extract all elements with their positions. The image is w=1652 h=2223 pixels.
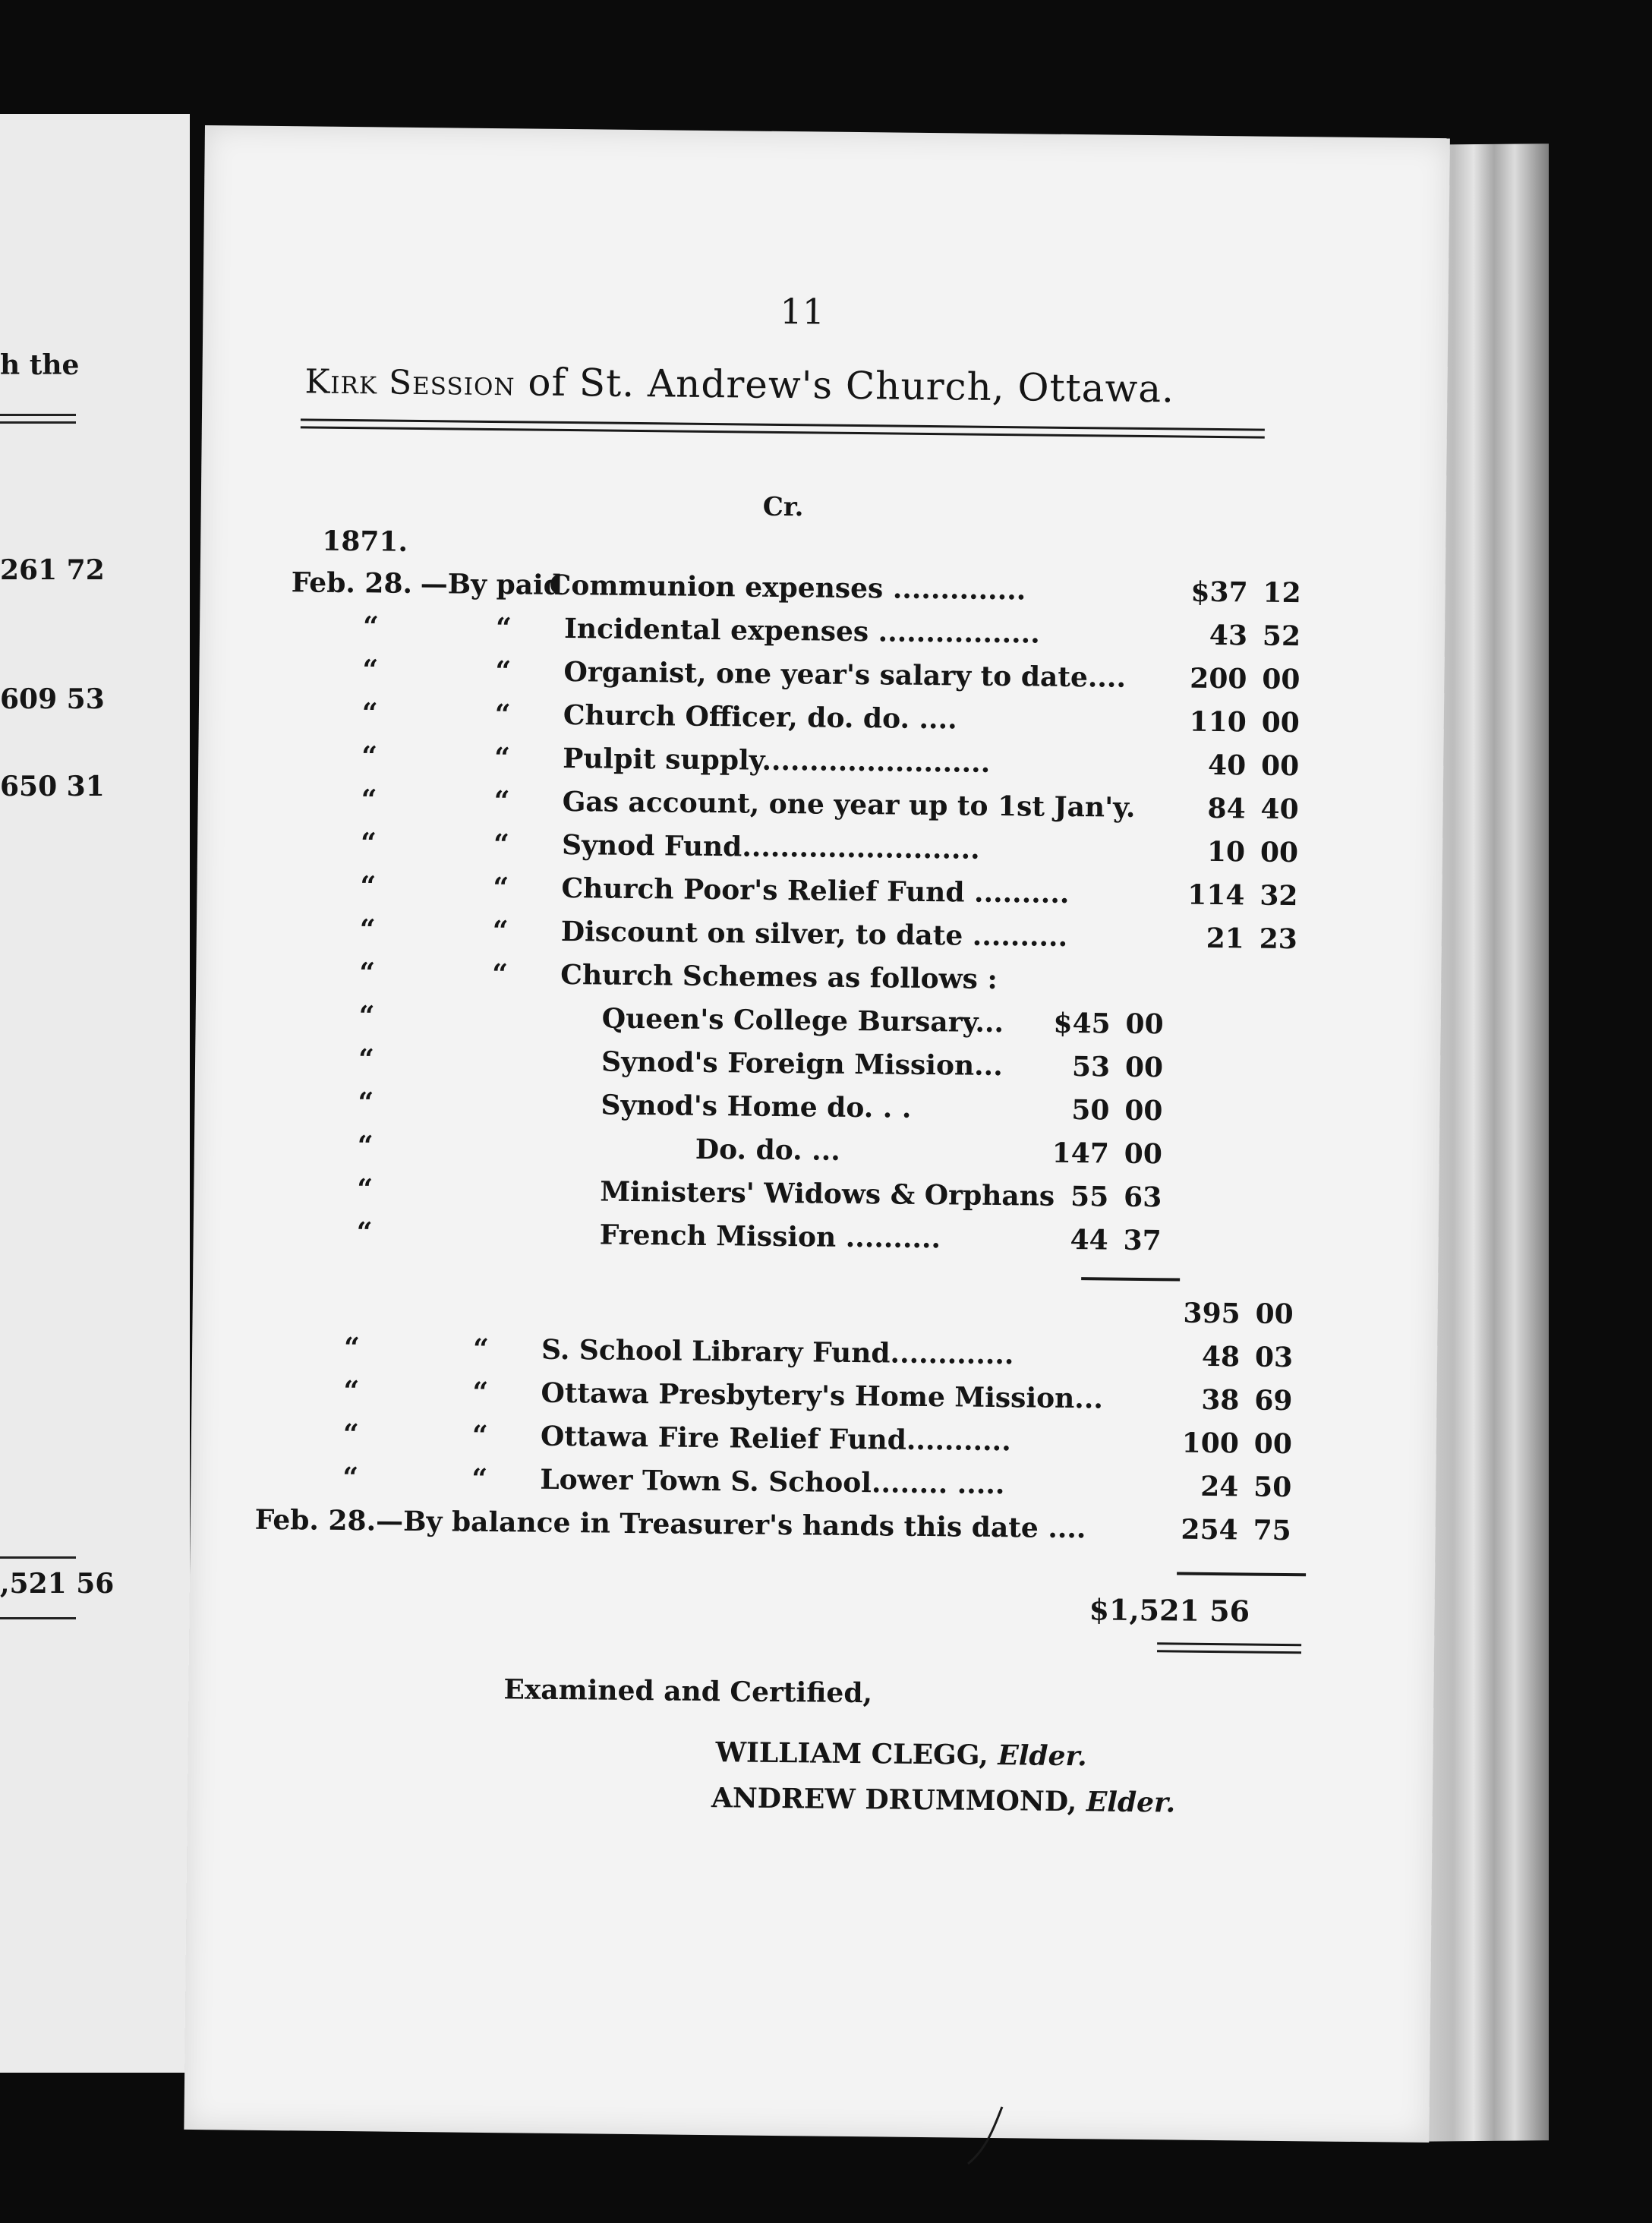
ditto-mark: “ [471,1462,488,1495]
entry-cents: 00 [1255,1298,1294,1331]
ditto-mark: “ [359,913,376,946]
entry-dollars: 38 [1201,1383,1240,1417]
scheme-dollars: 55 [1070,1181,1109,1213]
scheme-dollars: 53 [1071,1051,1111,1083]
signatory-title: Elder. [1086,1786,1176,1819]
ditto-mark: “ [492,915,509,948]
ditto-mark: “ [357,1173,374,1206]
entry-cents: 69 [1254,1384,1293,1417]
ditto-mark: “ [492,958,509,991]
entry-description: Ottawa Fire Relief Fund........... [540,1420,1011,1458]
ditto-mark: “ [493,828,510,861]
header-double-rule [301,418,1265,438]
entry-description: Organist, one year's salary to date.... [563,655,1127,694]
page-title [304,358,1174,411]
entry-cents: 75 [1253,1514,1291,1547]
entry-cents: 00 [1253,1427,1293,1461]
ditto-mark: “ [356,1216,373,1249]
ditto-mark: “ [357,1130,374,1162]
ditto-mark: “ [495,655,512,688]
previous-page-rule [0,1556,76,1559]
entry-dollars: 10 [1206,835,1246,869]
ditto-mark: “ [360,827,377,859]
ditto-mark: “ [361,784,377,816]
entry-dollars: 395 [1183,1297,1241,1330]
page-number: 11 [780,290,825,333]
ditto-mark: “ [493,872,509,904]
ditto-mark: “ [360,870,377,903]
previous-page-line: 261 72 [0,554,105,586]
scheme-entry [193,1215,1332,1268]
scheme-description: Ministers' Widows & Orphans [600,1175,1055,1212]
signatory [711,1782,1176,1818]
year-label: 1871. [322,525,408,558]
entry-cents: 00 [1261,706,1300,739]
entry-cents: 32 [1259,879,1298,913]
scheme-cents: 63 [1123,1181,1162,1214]
entry-dollars: $37 [1190,575,1248,609]
entry-cents: 00 [1259,836,1299,869]
entry-dollars: 200 [1190,662,1247,695]
entry-description: Ottawa Presbytery's Home Mission... [541,1376,1104,1415]
previous-page-line: ,521 56 [0,1568,115,1600]
entry-prefix: —By paid [420,568,563,601]
previous-page-line: 650 31 [0,771,105,802]
scheme-description: Queen's College Bursary... [601,1002,1004,1039]
entry-description: Church Officer, do. do. .... [563,698,957,736]
grand-total: $1,521 56 [1089,1592,1250,1629]
ditto-mark: “ [362,610,380,643]
scheme-dollars: 147 [1051,1137,1110,1170]
ditto-mark: “ [343,1375,360,1408]
scheme-cents: 00 [1124,1051,1164,1084]
entry-description: Church Poor's Relief Fund .......... [561,872,1070,910]
entry-description: Discount on silver, to date .......... [560,915,1068,953]
ditto-mark: “ [494,698,511,731]
entry-cents: 50 [1253,1471,1292,1504]
page-title-smallcaps: Kirk Session [304,362,515,404]
scheme-cents: 37 [1123,1224,1162,1257]
entry-description: Pulpit supply........................ [563,742,991,779]
ditto-mark: “ [342,1461,359,1494]
ink-mark [964,2103,1017,2171]
entry-dollars: 21 [1206,922,1245,955]
entry-dollars: 100 [1181,1427,1240,1460]
previous-page-rule [0,421,76,424]
balance-entry [190,1503,1329,1556]
previous-page-rule [0,1617,76,1619]
entry-cents: 00 [1260,749,1300,783]
ditto-mark: “ [495,612,512,645]
entry-description: Incidental expenses ................. [563,612,1040,650]
entry-dollars: 40 [1207,749,1247,782]
ledger-page [184,125,1450,2143]
scheme-description: Do. do. ... [695,1133,841,1167]
ditto-mark: “ [361,697,378,730]
scheme-cents: 00 [1124,1094,1163,1127]
previous-page-line: h the [0,349,80,381]
scheme-cents: 00 [1125,1007,1164,1041]
entry-description: Communion expenses .............. [549,569,1026,607]
scheme-cents: 00 [1124,1137,1163,1171]
signatory-name: ANDREW DRUMMOND, [711,1782,1077,1818]
total-double-rule [1157,1650,1301,1654]
page-title-rest: of St. Andrew's Church, Ottawa. [515,360,1175,411]
entry-cents: 03 [1254,1341,1294,1374]
entry-dollars: 110 [1189,705,1247,739]
ditto-mark: “ [358,1000,375,1033]
entry-description: Church Schemes as follows : [560,958,998,995]
entry-dollars: 114 [1187,878,1245,912]
previous-page-edge [0,114,190,2073]
signatory [715,1736,1087,1772]
ditto-mark: “ [494,742,511,774]
scheme-dollars: 50 [1071,1094,1110,1127]
total-rule [1177,1572,1306,1577]
entry-cents: 52 [1262,620,1301,653]
ditto-mark: “ [361,740,378,773]
schemes-subtotal-rule [1081,1277,1180,1281]
scheme-dollars: $45 [1053,1007,1111,1040]
ditto-mark: “ [471,1419,488,1452]
entry-dollars: 48 [1201,1340,1241,1373]
ditto-mark: “ [358,1086,374,1119]
entry-cents: 23 [1259,922,1298,956]
entry-dollars: 24 [1200,1470,1239,1503]
scheme-description: Synod's Foreign Mission... [601,1045,1003,1083]
entry-description: Lower Town S. School........ ..... [540,1463,1005,1501]
ditto-mark: “ [493,785,510,818]
ditto-mark: “ [472,1332,490,1366]
certification-text: Examined and Certified, [503,1673,873,1710]
ditto-mark: “ [342,1418,359,1451]
scheme-dollars: 44 [1070,1224,1108,1257]
total-double-rule [1157,1642,1301,1646]
signatory-title: Elder. [998,1739,1087,1773]
entry-description: S. School Library Fund............. [541,1333,1014,1371]
previous-page-rule [0,414,76,416]
entry-dollars: 43 [1209,619,1248,652]
entry-description: Synod Fund......................... [561,828,980,866]
scheme-description: French Mission .......... [599,1219,941,1255]
entry-cents: 12 [1263,576,1301,610]
entry-dollars: 254 [1181,1513,1238,1547]
ditto-mark: “ [362,654,379,686]
ditto-mark: “ [472,1376,489,1408]
entry-dollars: 84 [1207,792,1246,825]
ditto-mark: “ [359,957,376,989]
balance-description: Feb. 28.—By balance in Treasurer's hands this date .... [254,1503,1086,1545]
entry-cents: 00 [1262,663,1300,696]
previous-page-line: 609 53 [0,683,105,715]
ditto-mark: “ [358,1043,375,1076]
entry-description: Gas account, one year up to 1st Jan'y. [562,785,1136,824]
entry-cents: 40 [1260,793,1299,826]
entry-date: Feb. 28. [291,566,413,600]
ditto-mark: “ [343,1332,361,1364]
scheme-description: Synod's Home do. . . [601,1089,912,1124]
credit-side-label: Cr. [762,491,804,523]
signatory-name: WILLIAM CLEGG, [715,1736,988,1771]
